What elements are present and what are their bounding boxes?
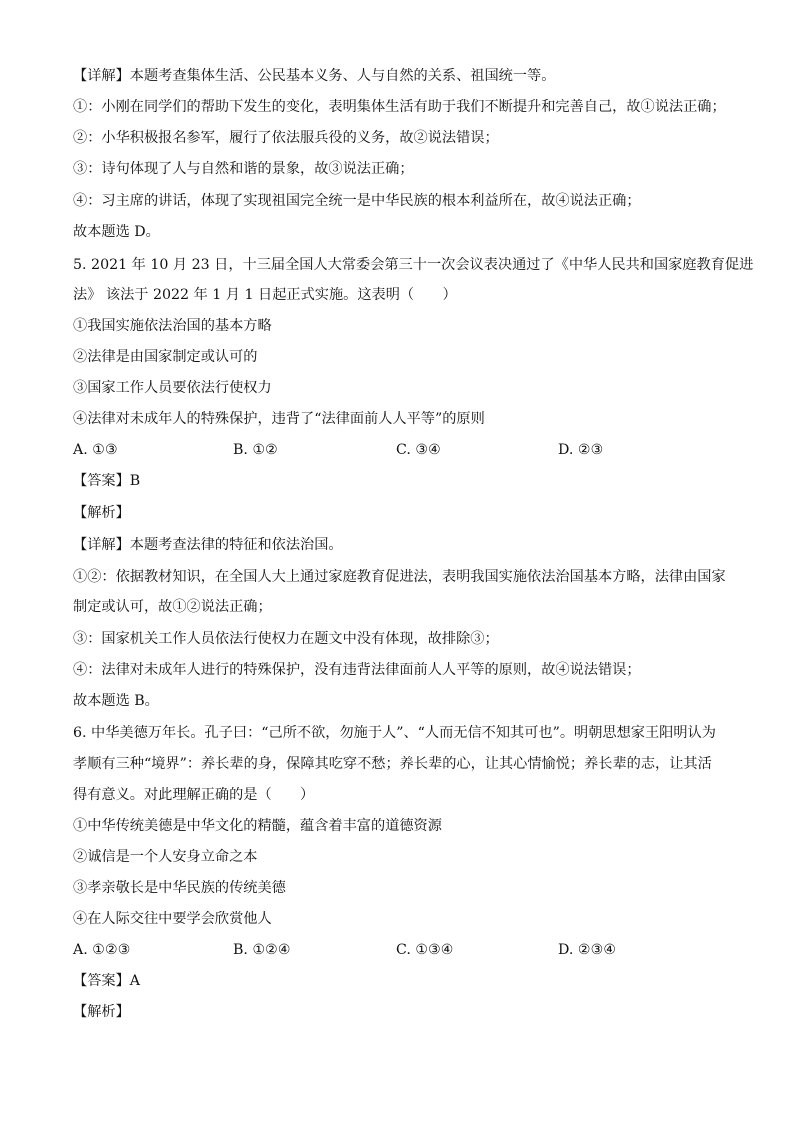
- q5-option-b: B. ①②: [233, 442, 278, 458]
- q6-stem: 孝顺有三种“境界”：养长辈的身，保障其吃穿不愁；养长辈的心，让其心情愉悦；养长辈的志，让其活: [73, 756, 712, 772]
- q5-option-d: D. ②③: [558, 442, 604, 458]
- q5-statement: ①我国实施依法治国的基本方略: [73, 318, 272, 334]
- q5-stem: 法》 该法于 2022 年 1 月 1 日起正式实施。这表明（ ）: [73, 287, 457, 303]
- q5-detail-heading: 【详解】本题考查法律的特征和依法治国。: [73, 537, 343, 553]
- q5-option-a: A. ①③: [73, 442, 118, 458]
- q6-stem: 6. 中华美德万年长。孔子曰：“己所不欲，勿施于人”、“人而无信不知其可也”。明朝思想家王阳明认为: [73, 725, 716, 741]
- q5-options: [73, 440, 733, 460]
- q6-statement: ④在人际交往中要学会欣赏他人: [73, 911, 272, 927]
- q5-statement: ③国家工作人员要依法行使权力: [73, 380, 272, 396]
- q5-detail-paragraph: ③：国家机关工作人员依法行使权力在题文中没有体现，故排除③；: [73, 631, 499, 647]
- q4-detail-paragraph: ①：小刚在同学们的帮助下发生的变化，表明集体生活有助于我们不断提升和完善自己，故①说法正确；: [73, 99, 726, 115]
- q6-statement: ①中华传统美德是中华文化的精髓，蕴含着丰富的道德资源: [73, 818, 442, 834]
- q5-statement: ④法律对未成年人的特殊保护，违背了“法律面前人人平等”的原则: [73, 411, 485, 427]
- q4-detail-paragraph: ③：诗句体现了人与自然和谐的景象，故③说法正确；: [73, 161, 414, 177]
- q5-option-c: C. ③④: [396, 442, 441, 458]
- q6-option-c: C. ①③④: [396, 942, 454, 958]
- q5-detail-paragraph: 制定或认可，故①②说法正确；: [73, 599, 272, 615]
- q4-detail-paragraph: ④：习主席的讲话，体现了实现祖国完全统一是中华民族的根本利益所在，故④说法正确；: [73, 193, 641, 209]
- q6-options: [73, 940, 733, 960]
- q4-detail-heading: 【详解】本题考查集体生活、公民基本义务、人与自然的关系、祖国统一等。: [73, 68, 556, 84]
- q6-option-b: B. ①②④: [233, 942, 291, 958]
- q6-analysis-label: 【解析】: [73, 1004, 130, 1020]
- q6-statement: ②诚信是一个人安身立命之本: [73, 849, 258, 865]
- q5-conclusion: 故本题选 B。: [73, 693, 159, 709]
- q5-stem: 5. 2021 年 10 月 23 日，十三届全国人大常委会第三十一次会议表决通过了《中华人民共和国家庭教育促进: [73, 257, 754, 273]
- q5-analysis-label: 【解析】: [73, 505, 130, 521]
- q5-statement: ②法律是由国家制定或认可的: [73, 349, 258, 365]
- q6-stem: 得有意义。对此理解正确的是（ ）: [73, 787, 315, 803]
- q6-statement: ③孝亲敬长是中华民族的传统美德: [73, 880, 286, 896]
- q5-detail-paragraph: ①②：依据教材知识，在全国人大上通过家庭教育促进法，表明我国实施依法治国基本方略，法律由国家: [73, 569, 726, 585]
- q5-detail-paragraph: ④：法律对未成年人进行的特殊保护，没有违背法律面前人人平等的原则，故④说法错误；: [73, 662, 641, 678]
- q6-option-a: A. ①②③: [73, 942, 131, 958]
- q6-answer: 【答案】A: [73, 973, 140, 989]
- q6-option-d: D. ②③④: [558, 942, 617, 958]
- q4-detail-paragraph: ②：小华积极报名参军，履行了依法服兵役的义务，故②说法错误；: [73, 130, 499, 146]
- q4-conclusion: 故本题选 D。: [73, 224, 160, 240]
- q5-answer: 【答案】B: [73, 473, 141, 489]
